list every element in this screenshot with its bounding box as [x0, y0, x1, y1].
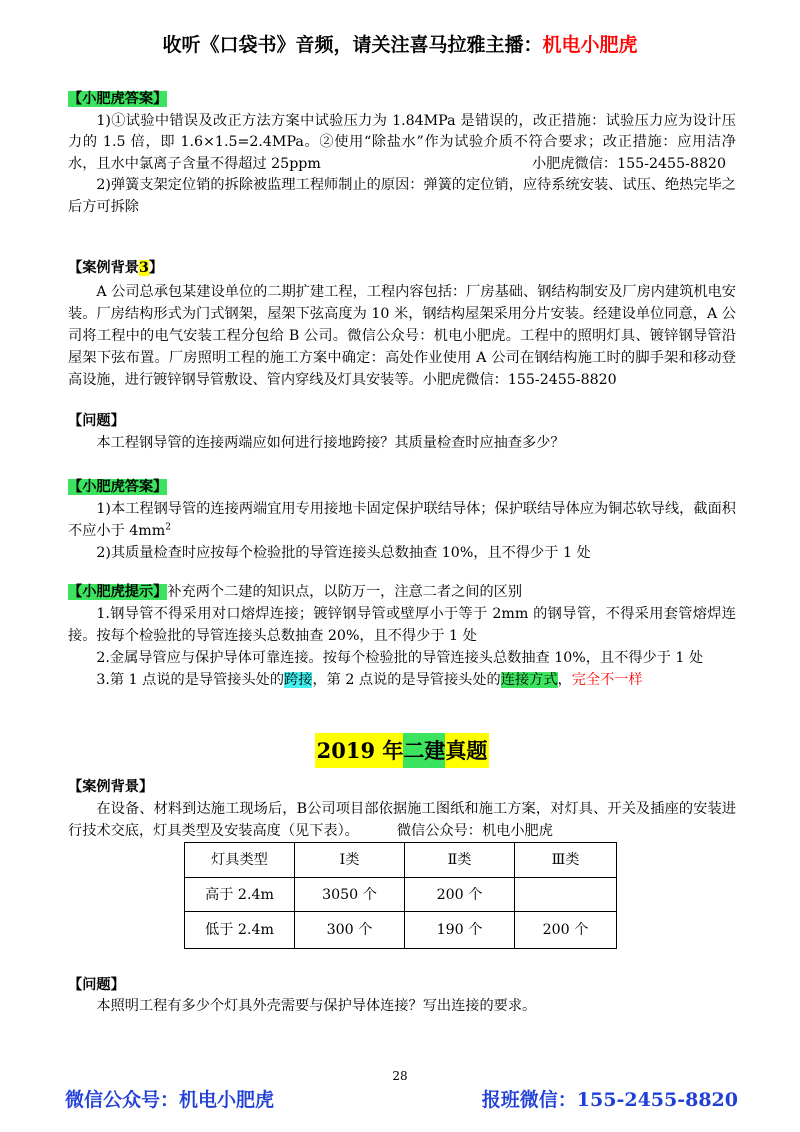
tip-highlight-connection: 连接方式 — [500, 672, 558, 688]
tip-item-3-part1: 3.第 1 点说的是导管接头处的 — [96, 672, 285, 688]
table-header-cell: Ⅲ类 — [515, 843, 617, 878]
table-row — [185, 912, 617, 949]
question-block-1 — [68, 410, 736, 454]
wechat-contact: 小肥虎微信：155-2455-8820 — [531, 155, 726, 172]
table-header-cell: Ⅰ类 — [295, 843, 405, 878]
answer-item-1 — [68, 498, 736, 542]
footer-wechat-account: 微信公众号：机电小肥虎 — [65, 1089, 275, 1111]
answer-block-2 — [68, 476, 736, 564]
answer-label: 【小肥虎答案】 — [68, 479, 168, 495]
exam-title-box — [315, 733, 490, 768]
case-label: 【案例背景】 — [68, 779, 154, 795]
question-label: 【问题】 — [68, 977, 125, 993]
table-cell: 200 个 — [405, 878, 515, 912]
page-header — [0, 31, 800, 59]
table-header-row — [185, 843, 617, 878]
exam-title-suffix: 真题 — [445, 738, 488, 763]
table-cell: 3050 个 — [295, 878, 405, 912]
question-text: 本工程钢导管的连接两端应如何进行接地跨接？其质量检查时应抽查多少？ — [96, 435, 565, 451]
tip-intro: 补充两个二建的知识点，以防万一，注意二者之间的区别 — [167, 584, 523, 600]
tip-item-2: 2.金属导管应与保护导体可靠连接。按每个检验批的导管连接头总数抽查 10%，且不得少于 1 处 — [96, 650, 704, 666]
case-background-3 — [68, 257, 736, 391]
table-header-cell: Ⅱ类 — [405, 843, 515, 878]
tip-highlight-crossover: 跨接 — [284, 672, 313, 688]
case-background-2019 — [68, 776, 736, 842]
tip-label-line — [68, 581, 736, 603]
answer-item-2: 2)弹簧支架定位销的拆除被监理工程师制止的原因：弹簧的定位销，应待系统安装、试压、绝热完毕之后方可拆除 — [68, 177, 736, 215]
answer-label-line — [68, 476, 736, 498]
tip-item-3-part2: ，第 2 点说的是导管接头处的 — [312, 672, 501, 688]
case-label — [68, 257, 736, 279]
case-label-number: 3 — [138, 260, 149, 276]
tip-block — [68, 581, 736, 691]
answer-item-1 — [68, 111, 736, 176]
answer-item-1-text: 1)①试验中错误及改正方法方案中试验压力为 1.84MPa 是错误的，改正措施：试验压力应为设计压力的 1.5 倍，即 1.6×1.5=2.4MPa。②使用“除盐水”作为试验介质不符合要求；改正措施：应用洁净水，且水中氯离子含量不得超过 25ppm — [68, 112, 736, 172]
answer-item-2: 2)其质量检查时应按每个检验批的导管连接头总数抽查 10%，且不得少于 1 处 — [96, 545, 591, 561]
case-label-end: 】 — [148, 260, 164, 276]
case-text — [68, 798, 736, 842]
table-row — [185, 878, 617, 912]
tip-emphasis: 完全不一样 — [571, 672, 643, 688]
question-block-2 — [68, 975, 736, 1017]
lamp-type-table — [184, 842, 617, 949]
page-number: 28 — [392, 1069, 408, 1083]
tip-item-3-part3: ， — [557, 672, 572, 688]
exam-title-year: 2019 年 — [316, 738, 404, 763]
tip-item-1: 1.钢导管不得采用对口熔焊连接；镀锌钢导管或壁厚小于等于 2mm 的钢导管，不得采用套管熔焊连接。按每个检验批的导管连接头总数抽查 20%，且不得少于 1 处 — [68, 606, 736, 644]
exam-title — [68, 733, 736, 768]
table-cell: 300 个 — [295, 912, 405, 949]
unit-superscript: 2 — [165, 522, 171, 533]
table-cell: 190 个 — [405, 912, 515, 949]
exam-title-highlight: 二建 — [403, 733, 445, 768]
answer-label: 【小肥虎答案】 — [68, 91, 168, 107]
header-host-name: 机电小肥虎 — [542, 34, 638, 56]
wechat-account: 微信公众号：机电小肥虎 — [396, 823, 553, 839]
footer-enroll-wechat: 报班微信：155-2455-8820 — [481, 1089, 738, 1111]
header-text: 收听《口袋书》音频，请关注喜马拉雅主播： — [162, 34, 543, 56]
answer-block-1 — [68, 89, 736, 218]
case-label-start: 【案例背景 — [68, 260, 139, 276]
case-text: A 公司总承包某建设单位的二期扩建工程，工程内容包括：厂房基础、钢结构制安及厂房内建筑机电安装。厂房结构形式为门式钢架，屋架下弦高度为 10 米，钢结构屋架采用分片安装。经建设单位同意，A 公司将工程中的电气安装工程分包给 B 公司。微信公众号：机电小肥虎。工程中的照明灯具、镀锌钢导管沿屋架下弦布置。厂房照明工程的施工方案中确定：高处作业使用 A 公司在钢结构施工时的脚手架和移动登高设施，进行镀锌钢导管敷设、管内穿线及灯具安装等。小肥虎微信：155-2455-8820 — [68, 284, 736, 388]
tip-label: 【小肥虎提示】 — [68, 584, 168, 600]
question-text: 本照明工程有多少个灯具外壳需要与保护导体连接？写出连接的要求。 — [96, 998, 537, 1014]
question-label: 【问题】 — [68, 413, 125, 429]
page-content — [68, 89, 736, 1017]
answer-label-line — [68, 89, 736, 111]
case-text-body: 在设备、材料到达施工现场后，B公司项目部依据施工图纸和施工方案，对灯具、开关及插座的安装进行技术交底，灯具类型及安装高度（见下表）。 — [68, 801, 736, 839]
table-cell: 低于 2.4m — [185, 912, 295, 949]
table-cell: 高于 2.4m — [185, 878, 295, 912]
table-cell — [515, 878, 617, 912]
table-cell: 200 个 — [515, 912, 617, 949]
answer-item-1-text: 1)本工程钢导管的连接两端宜用专用接地卡固定保护联结导体；保护联结导体应为铜芯软导线，截面积不应小于 4mm — [68, 501, 736, 539]
tip-item-3 — [68, 669, 736, 691]
table-header-cell: 灯具类型 — [185, 843, 295, 878]
